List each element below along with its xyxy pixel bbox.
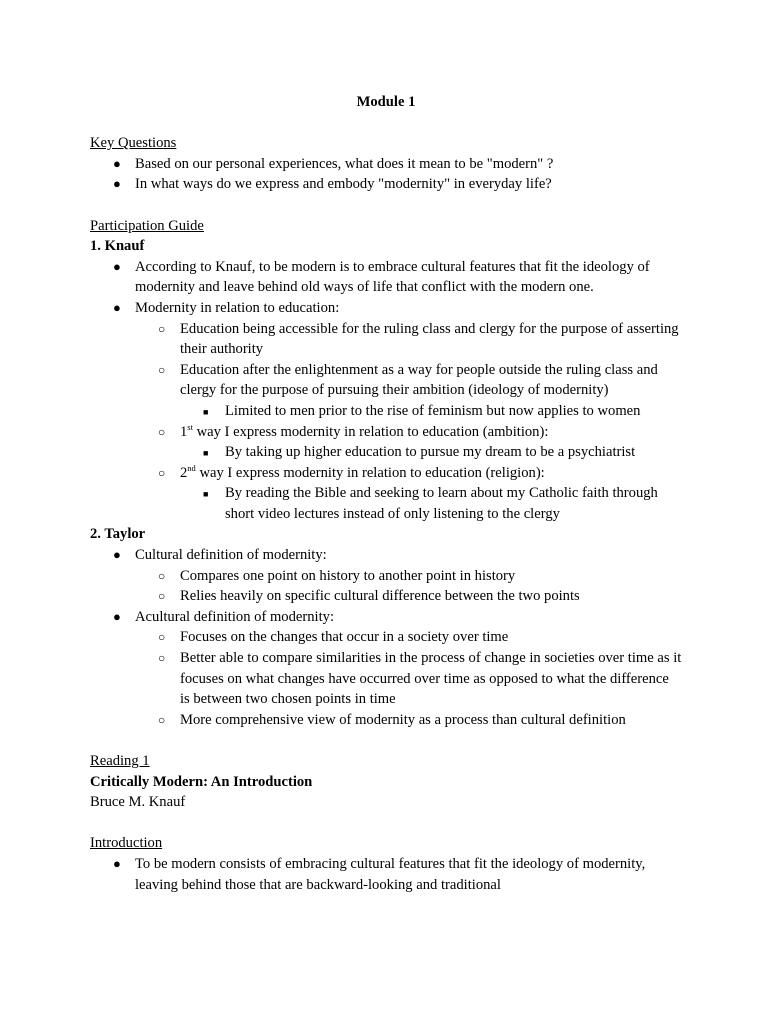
- key-questions-heading: Key Questions: [90, 135, 177, 152]
- hollow-circle-bullet-icon: ○: [158, 321, 166, 336]
- list-item: ○ Better able to compare similarities in the process of change in societies over time as it focuses on what changes have occurred over time as opposed to what the difference is between two chosen points in time: [158, 650, 682, 708]
- list-item: ○ Relies heavily on specific cultural difference between the two points: [90, 586, 682, 607]
- knauf-list: [90, 257, 682, 525]
- filled-circle-bullet-icon: ●: [113, 855, 121, 871]
- key-questions-list: [90, 154, 682, 195]
- list-item: ● According to Knauf, to be modern is to embrace cultural features that fit the ideology of modernity and leave behind old ways of life that conflict with the modern one.: [113, 258, 650, 296]
- list-item: ○ 1st way I express modernity in relation to education (ambition):: [90, 422, 682, 443]
- introduction-heading: Introduction: [90, 835, 163, 852]
- taylor-heading: 2. Taylor: [90, 526, 146, 543]
- reading-author: Bruce M. Knauf: [90, 794, 186, 811]
- hollow-circle-bullet-icon: ○: [158, 589, 166, 604]
- taylor-list: [90, 545, 682, 730]
- list-item: ● To be modern consists of embracing cultural features that fit the ideology of modernity, leaving behind those that are backward-looking and traditional: [113, 855, 646, 893]
- reading-title: Critically Modern: An Introduction: [90, 773, 313, 790]
- hollow-circle-bullet-icon: ○: [158, 651, 166, 666]
- hollow-circle-bullet-icon: ○: [158, 362, 166, 377]
- hollow-circle-bullet-icon: ○: [158, 630, 166, 645]
- list-item: ○ Education after the enlightenment as a way for people outside the ruling class and clergy for the purpose of pursuing their ambition (ideology of modernity): [158, 361, 658, 399]
- page-title: Module 1: [356, 94, 416, 110]
- list-item: ○ Compares one point on history to another point in history: [90, 566, 682, 587]
- hollow-circle-bullet-icon: ○: [158, 465, 166, 480]
- filled-circle-bullet-icon: ●: [113, 258, 121, 274]
- participation-guide-heading: Participation Guide: [90, 217, 204, 234]
- introduction-list: [90, 854, 682, 895]
- list-item: ● In what ways do we express and embody "modernity" in everyday life?: [90, 174, 682, 195]
- hollow-circle-bullet-icon: ○: [158, 712, 166, 727]
- document-page: [90, 92, 682, 895]
- list-item: ● Acultural definition of modernity:: [90, 607, 682, 628]
- hollow-circle-bullet-icon: ○: [158, 568, 166, 583]
- hollow-circle-bullet-icon: ○: [158, 424, 166, 439]
- square-bullet-icon: ■: [203, 489, 209, 500]
- filled-circle-bullet-icon: ●: [113, 176, 121, 192]
- reading-heading: Reading 1: [90, 753, 150, 769]
- square-bullet-icon: ■: [203, 406, 209, 417]
- list-item: ○ More comprehensive view of modernity as a process than cultural definition: [90, 710, 682, 731]
- filled-circle-bullet-icon: ●: [113, 547, 121, 563]
- list-item: ● Modernity in relation to education:: [90, 298, 682, 319]
- filled-circle-bullet-icon: ●: [113, 299, 121, 315]
- square-bullet-icon: ■: [203, 448, 209, 459]
- list-item: ○ Focuses on the changes that occur in a society over time: [90, 627, 682, 648]
- list-item: ○ 2nd way I express modernity in relation to education (religion):: [90, 463, 682, 484]
- list-item: ● Based on our personal experiences, what does it mean to be "modern" ?: [90, 154, 682, 175]
- filled-circle-bullet-icon: ●: [113, 608, 121, 624]
- list-item: ● Cultural definition of modernity:: [90, 545, 682, 566]
- knauf-heading: 1. Knauf: [90, 238, 145, 255]
- list-item: ○ Education being accessible for the ruling class and clergy for the purpose of asserting their authority: [158, 320, 679, 358]
- list-item: ■ Limited to men prior to the rise of feminism but now applies to women: [90, 401, 682, 422]
- filled-circle-bullet-icon: ●: [113, 155, 121, 171]
- list-item: ■ By reading the Bible and seeking to learn about my Catholic faith through short video lectures instead of only listening to the clergy: [203, 485, 658, 522]
- list-item: ■ By taking up higher education to pursue my dream to be a psychiatrist: [90, 442, 682, 463]
